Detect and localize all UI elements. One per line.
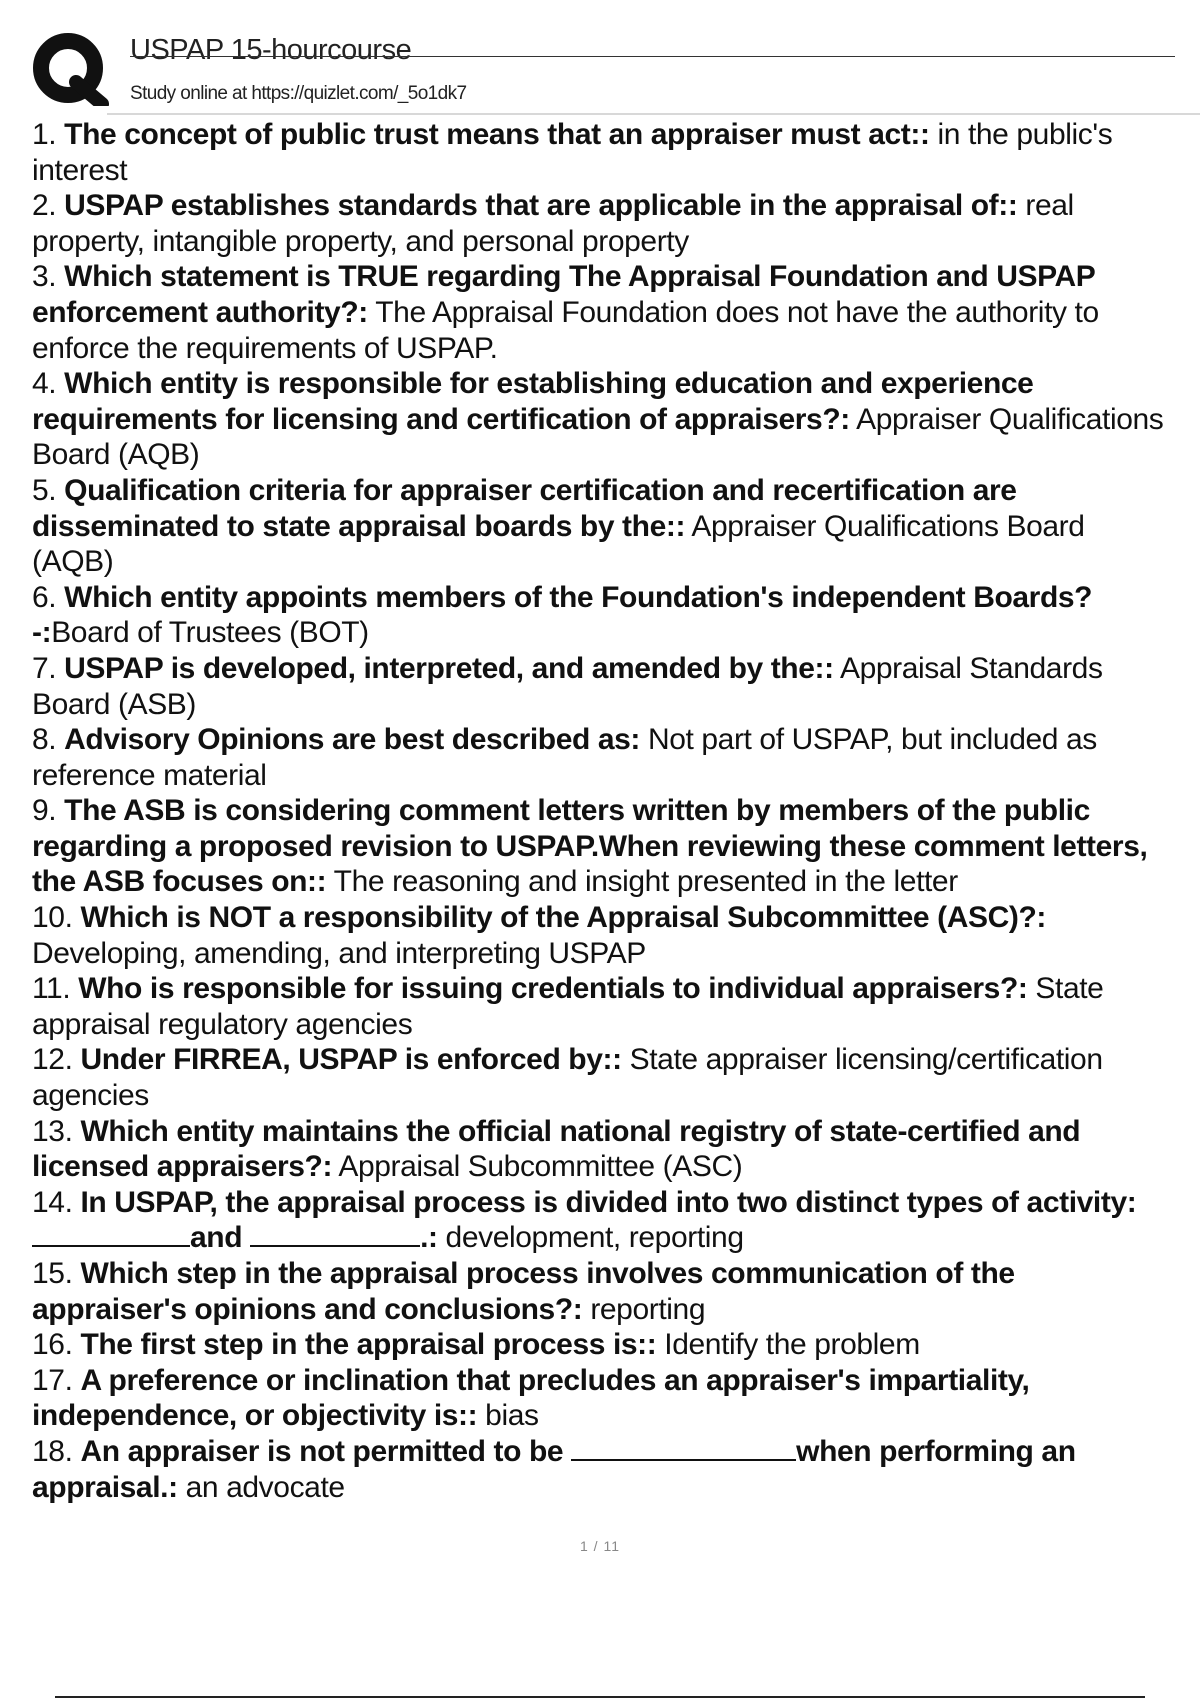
list-item — [32, 1434, 1167, 1505]
item-number: 16. — [32, 1328, 73, 1362]
question-text-part: .: — [420, 1221, 438, 1255]
item-number: 3. — [32, 260, 57, 294]
item-number: 5. — [32, 473, 57, 507]
question-text: Which step in the appraisal process involves communication of the appraiser's opinions and conclusions?: — [32, 1257, 1015, 1326]
answer-text: Appraiser Qualifications Board (AQB) — [32, 402, 1164, 472]
question-text: USPAP is developed, interpreted, and amended by the:: — [64, 651, 834, 685]
answer-text: Appraisal Subcommittee (ASC) — [338, 1150, 743, 1184]
question-text: Under FIRREA, USPAP is enforced by:: — [80, 1043, 622, 1077]
question-text: USPAP establishes standards that are applicable in the appraisal of:: — [64, 189, 1018, 223]
question-text: Which entity is responsible for establishing education and experience requirements for licensing and certification of appraisers?: — [32, 367, 1034, 436]
question-text-part: An appraiser is not permitted to be — [80, 1434, 564, 1468]
question-text: The concept of public trust means that an appraiser must act:: — [64, 118, 930, 151]
question-text-part: and — [190, 1221, 243, 1255]
question-text-part: In USPAP, the appraisal process is divided into two distinct types of activity: — [80, 1185, 1137, 1219]
item-number: 14. — [32, 1185, 73, 1219]
question-text: A preference or inclination that precludes an appraiser's impartiality, independence, or objectivity is:: — [32, 1363, 1030, 1433]
list-item — [32, 473, 1167, 580]
list-item — [32, 722, 1167, 793]
item-number: 12. — [32, 1043, 73, 1077]
list-item — [32, 1327, 1167, 1363]
item-number: 4. — [32, 367, 57, 401]
answer-text: Developing, amending, and interpreting USPAP — [32, 936, 646, 970]
item-number: 6. — [32, 580, 57, 614]
list-item — [32, 117, 1167, 188]
item-number: 11. — [32, 972, 71, 1006]
item-number: 15. — [32, 1257, 73, 1290]
list-item — [32, 366, 1167, 473]
answer-text: The reasoning and insight presented in the letter — [333, 865, 958, 899]
answer-text: bias — [485, 1399, 539, 1433]
header-divider — [107, 113, 1200, 115]
page-number: 1 / 11 — [580, 1538, 620, 1554]
item-number: 7. — [32, 651, 57, 685]
list-item — [32, 188, 1167, 259]
list-item — [32, 1114, 1167, 1185]
fill-in-blank — [571, 1435, 796, 1461]
answer-text: State appraisal regulatory agencies — [32, 972, 1104, 1041]
question-text-part: when performing an appraisal.: — [32, 1434, 1076, 1504]
answer-text: reporting — [590, 1292, 706, 1326]
item-number: 2. — [32, 189, 57, 223]
list-item — [32, 1042, 1167, 1113]
answer-text: State appraiser licensing/certification agencies — [32, 1043, 1103, 1113]
answer-text: real property, intangible property, and personal property — [32, 189, 1074, 258]
item-number: 8. — [32, 723, 57, 757]
list-item — [32, 793, 1167, 900]
question-text: Qualification criteria for appraiser certification and recertification are disseminated to state appraisal boards by the:: — [32, 473, 1017, 543]
question-text: Which entity maintains the official national registry of state-certified and licensed appraisers?: — [32, 1114, 1081, 1184]
list-item — [32, 651, 1167, 722]
page-header — [32, 30, 1182, 120]
item-number: 18. — [32, 1434, 73, 1468]
list-item — [32, 580, 1167, 651]
quizlet-logo-icon — [32, 32, 110, 106]
footer-divider — [55, 1696, 1145, 1698]
answer-text: Appraisal Standards Board (ASB) — [32, 651, 1103, 721]
answer-text: Identify the problem — [664, 1328, 920, 1362]
fill-in-blank — [250, 1221, 420, 1247]
answer-text: Not part of USPAP, but included as reference material — [32, 723, 1097, 792]
list-item — [32, 1185, 1167, 1256]
question-text: Which is NOT a responsibility of the Appraisal Subcommittee (ASC)?: — [80, 901, 1046, 935]
answer-text: an advocate — [185, 1470, 345, 1504]
item-number: 1. — [32, 118, 57, 151]
item-number: 9. — [32, 794, 57, 828]
item-number: 10. — [32, 901, 73, 935]
title-rule — [130, 56, 1175, 57]
list-item — [32, 1256, 1167, 1327]
answer-text: development, reporting — [445, 1221, 744, 1255]
list-item — [32, 971, 1167, 1042]
question-text: Which entity appoints members of the Foundation's independent Boards?-: — [32, 580, 1093, 650]
item-number: 17. — [32, 1363, 73, 1397]
fill-in-blank — [32, 1221, 190, 1247]
document-title: USPAP 15-hourcourse — [130, 34, 412, 66]
question-list — [32, 117, 1167, 1505]
question-text: The ASB is considering comment letters written by members of the public regarding a proposed revision to USPAP.When reviewing these comment letters, the ASB focuses on:: — [32, 794, 1148, 899]
question-text: Which statement is TRUE regarding The Appraisal Foundation and USPAP enforcement authority?: — [32, 260, 1095, 329]
answer-text: Board of Trustees (BOT) — [51, 616, 369, 650]
list-item — [32, 1363, 1167, 1434]
answer-text: in the public's interest — [32, 118, 1113, 187]
list-item — [32, 900, 1167, 971]
answer-text: Appraiser Qualifications Board (AQB) — [32, 509, 1085, 579]
answer-text: The Appraisal Foundation does not have the authority to enforce the requirements of USPAP. — [32, 295, 1099, 365]
list-item — [32, 259, 1167, 366]
item-number: 13. — [32, 1114, 73, 1148]
question-text: Who is responsible for issuing credentials to individual appraisers?: — [78, 972, 1028, 1006]
question-text: The first step in the appraisal process is:: — [80, 1328, 657, 1362]
question-text: Advisory Opinions are best described as: — [64, 723, 641, 757]
study-online-link[interactable]: Study online at https://quizlet.com/_5o1dk7 — [130, 83, 467, 104]
